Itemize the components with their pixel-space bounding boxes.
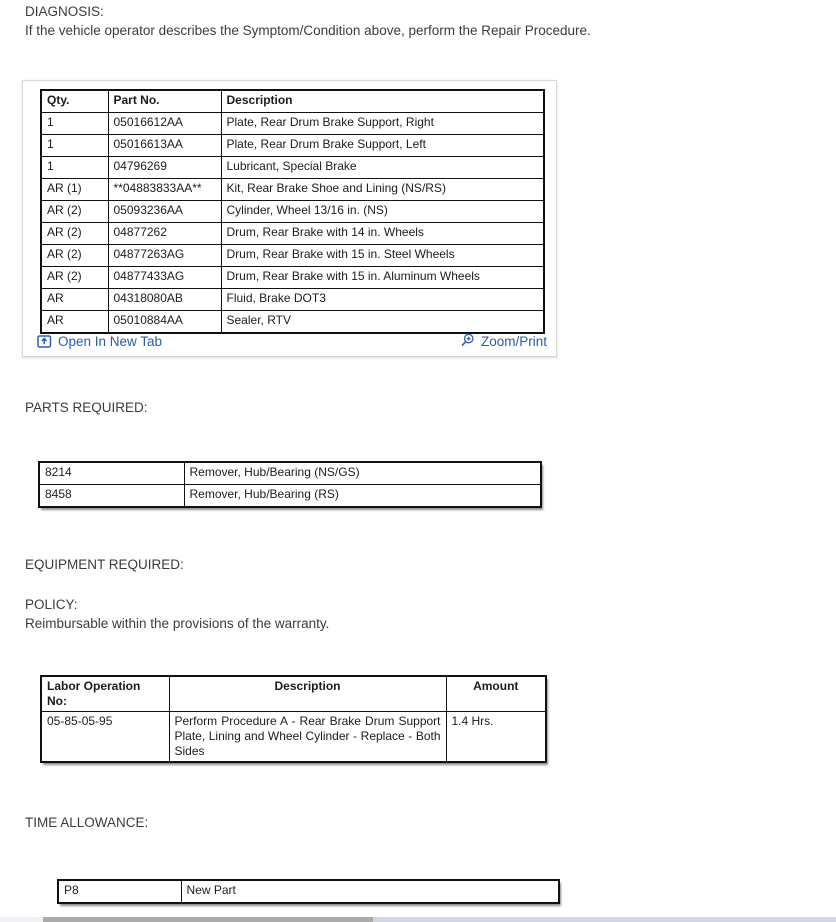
equipment-required-heading: EQUIPMENT REQUIRED: [25, 557, 184, 572]
part-no-cell: 05016612AA [108, 113, 221, 135]
qty-cell: AR (2) [41, 245, 108, 267]
parts-table-header-row [41, 90, 544, 113]
description-cell: Drum, Rear Brake with 14 in. Wheels [221, 223, 544, 245]
parts-card [22, 80, 557, 357]
parts-col-description: Description [221, 90, 544, 113]
special-tools-table [38, 461, 542, 508]
part-no-cell: 04877262 [108, 223, 221, 245]
parts-col-qty: Qty. [41, 90, 108, 113]
table-row [41, 289, 544, 311]
table-row [41, 311, 544, 334]
description-cell: Lubricant, Special Brake [221, 157, 544, 179]
table-row [41, 113, 544, 135]
part-no-cell: 04796269 [108, 157, 221, 179]
allowance-description-cell: New Part [181, 880, 559, 903]
qty-cell: AR (2) [41, 201, 108, 223]
description-cell: Drum, Rear Brake with 15 in. Aluminum Wheels [221, 267, 544, 289]
description-cell: Cylinder, Wheel 13/16 in. (NS) [221, 201, 544, 223]
part-no-cell: 05010884AA [108, 311, 221, 334]
parts-card-footer [37, 333, 547, 349]
allowance-code-cell: P8 [58, 880, 181, 903]
time-allowance-table [57, 879, 560, 904]
description-cell: Plate, Rear Drum Brake Support, Left [221, 135, 544, 157]
policy-text: Reimbursable within the provisions of the warranty. [25, 616, 330, 631]
qty-cell: 1 [41, 135, 108, 157]
qty-cell: 1 [41, 113, 108, 135]
part-no-cell: 05093236AA [108, 201, 221, 223]
tool-number-cell: 8458 [39, 485, 184, 508]
qty-cell: AR [41, 311, 108, 334]
table-row [41, 712, 546, 763]
qty-cell: AR (2) [41, 223, 108, 245]
table-row [41, 245, 544, 267]
part-no-cell: 05016613AA [108, 135, 221, 157]
qty-cell: 1 [41, 157, 108, 179]
open-in-new-tab-icon [37, 334, 52, 348]
description-cell: Plate, Rear Drum Brake Support, Right [221, 113, 544, 135]
scrollbar-thumb[interactable] [43, 917, 373, 922]
description-cell: Kit, Rear Brake Shoe and Lining (NS/RS) [221, 179, 544, 201]
parts-table [40, 89, 545, 334]
description-cell: Drum, Rear Brake with 15 in. Steel Wheels [221, 245, 544, 267]
part-no-cell: 04877433AG [108, 267, 221, 289]
tool-description-cell: Remover, Hub/Bearing (RS) [184, 485, 541, 508]
parts-col-part-no: Part No. [108, 90, 221, 113]
diagnosis-text: If the vehicle operator describes the Symptom/Condition above, perform the Repair Procedure. [25, 23, 591, 38]
horizontal-scrollbar[interactable] [0, 917, 836, 922]
tool-description-cell: Remover, Hub/Bearing (NS/GS) [184, 462, 541, 485]
part-no-cell: **04883833AA** [108, 179, 221, 201]
labor-description-cell: Perform Procedure A - Rear Brake Drum Support Plate, Lining and Wheel Cylinder - Replace - Both Sides [169, 712, 446, 763]
diagnosis-heading: DIAGNOSIS: [25, 4, 104, 19]
labor-col-amount: Amount [446, 676, 546, 712]
table-row [39, 462, 541, 485]
open-in-new-tab-label: Open In New Tab [58, 333, 163, 349]
part-no-cell: 04318080AB [108, 289, 221, 311]
labor-amount-cell: 1.4 Hrs. [446, 712, 546, 763]
labor-col-description: Description [169, 676, 446, 712]
zoom-print-label: Zoom/Print [480, 333, 547, 349]
description-cell: Sealer, RTV [221, 311, 544, 334]
open-in-new-tab-link[interactable] [37, 334, 162, 349]
table-row [58, 880, 559, 903]
table-row [41, 223, 544, 245]
table-row [39, 485, 541, 508]
labor-table-header-row [41, 676, 546, 712]
labor-col-operation-no: Labor Operation No: [41, 676, 169, 712]
table-row [41, 267, 544, 289]
policy-heading: POLICY: [25, 597, 78, 612]
part-no-cell: 04877263AG [108, 245, 221, 267]
scrollbar-track[interactable] [0, 917, 43, 922]
time-allowance-heading: TIME ALLOWANCE: [25, 815, 149, 830]
qty-cell: AR (2) [41, 267, 108, 289]
parts-required-heading: PARTS REQUIRED: [25, 400, 148, 415]
zoom-print-link[interactable] [459, 333, 547, 349]
tool-number-cell: 8214 [39, 462, 184, 485]
qty-cell: AR [41, 289, 108, 311]
table-row [41, 135, 544, 157]
description-cell: Fluid, Brake DOT3 [221, 289, 544, 311]
scrollbar-track[interactable] [373, 917, 836, 922]
magnifier-plus-icon [459, 333, 475, 349]
table-row [41, 201, 544, 223]
table-row [41, 179, 544, 201]
labor-operation-table [40, 675, 547, 763]
table-row [41, 157, 544, 179]
labor-operation-no-cell: 05-85-05-95 [41, 712, 169, 763]
qty-cell: AR (1) [41, 179, 108, 201]
